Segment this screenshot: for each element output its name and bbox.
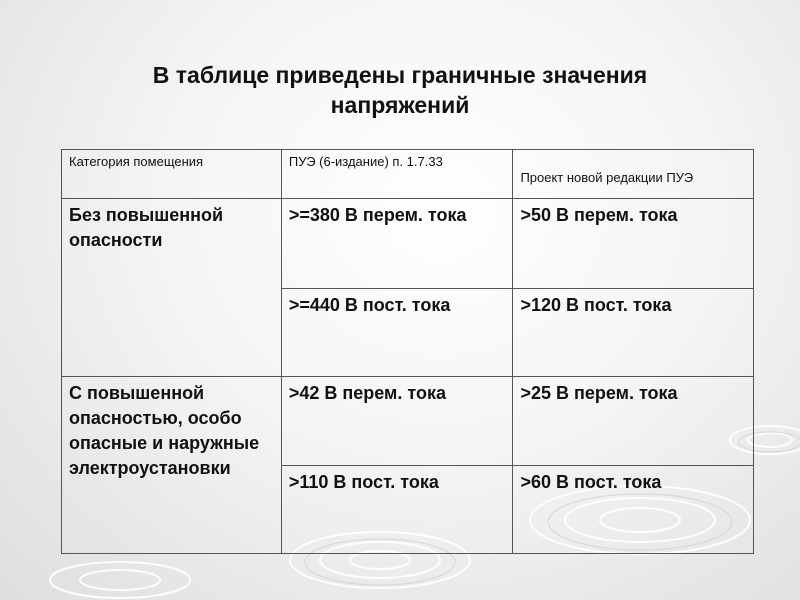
header-category: Категория помещения <box>62 150 282 199</box>
old-value-cell: >110 В пост. тока <box>281 466 513 554</box>
new-value-cell: >25 В перем. тока <box>513 377 754 466</box>
slide-title-line2: напряжений <box>330 92 470 118</box>
old-value-cell: >=440 В пост. тока <box>281 289 513 377</box>
voltage-limits-table <box>61 149 754 554</box>
header-old-rules: ПУЭ (6-издание) п. 1.7.33 <box>281 150 513 199</box>
category-cell: С повышенной опасностью, особо опасные и наружные электроустановки <box>62 377 282 554</box>
table-row <box>62 199 754 289</box>
slide-title-line1: В таблице приведены граничные значения <box>152 62 648 88</box>
table-header-row <box>62 150 754 199</box>
old-value-cell: >=380 В перем. тока <box>281 199 513 289</box>
new-value-cell: >120 В пост. тока <box>513 289 754 377</box>
table-row <box>62 377 754 466</box>
slide-title <box>40 60 760 120</box>
new-value-cell: >50 В перем. тока <box>513 199 754 289</box>
new-value-cell: >60 В пост. тока <box>513 466 754 554</box>
category-cell: Без повышенной опасности <box>62 199 282 377</box>
header-new-rules: Проект новой редакции ПУЭ <box>513 150 754 199</box>
old-value-cell: >42 В перем. тока <box>281 377 513 466</box>
